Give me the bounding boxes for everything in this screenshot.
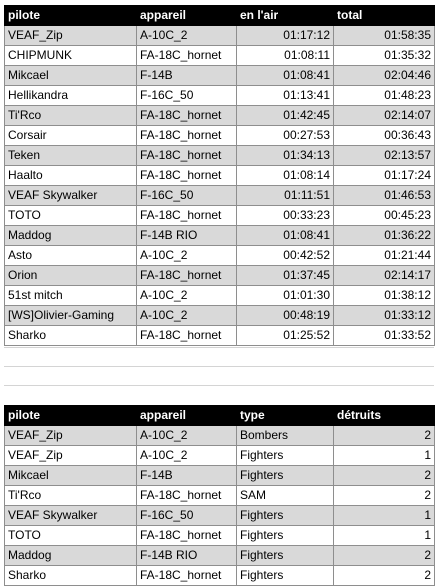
- table-cell[interactable]: Maddog: [5, 226, 137, 246]
- table-cell[interactable]: FA-18C_hornet: [137, 126, 237, 146]
- table-cell[interactable]: TOTO: [5, 206, 137, 226]
- table-cell[interactable]: FA-18C_hornet: [137, 106, 237, 126]
- table-cell[interactable]: Mikcael: [5, 466, 137, 486]
- table-cell[interactable]: 2: [334, 426, 435, 446]
- table-cell[interactable]: FA-18C_hornet: [137, 326, 237, 346]
- table-cell[interactable]: 01:08:41: [237, 66, 334, 86]
- table-cell[interactable]: Fighters: [237, 446, 334, 466]
- header-row: [5, 406, 435, 426]
- flight-time-table: [4, 5, 435, 346]
- table-cell[interactable]: FA-18C_hornet: [137, 166, 237, 186]
- table-cell[interactable]: VEAF Skywalker: [5, 186, 137, 206]
- table-cell[interactable]: F-16C_50: [137, 186, 237, 206]
- table-cell[interactable]: TOTO: [5, 526, 137, 546]
- table-cell[interactable]: Fighters: [237, 526, 334, 546]
- table-cell[interactable]: 00:48:19: [237, 306, 334, 326]
- header-cell[interactable]: pilote: [5, 406, 137, 426]
- table-row: [5, 446, 435, 466]
- table-cell[interactable]: 00:36:43: [334, 126, 435, 146]
- table-cell[interactable]: 02:13:57: [334, 146, 435, 166]
- table-cell[interactable]: 01:17:12: [237, 26, 334, 46]
- table-cell[interactable]: 00:45:23: [334, 206, 435, 226]
- table-row: [5, 226, 435, 246]
- table-cell[interactable]: 1: [334, 506, 435, 526]
- table-cell[interactable]: 01:11:51: [237, 186, 334, 206]
- table-row: [5, 426, 435, 446]
- table-cell[interactable]: FA-18C_hornet: [137, 146, 237, 166]
- table-cell[interactable]: 2: [334, 466, 435, 486]
- table-cell[interactable]: 01:48:23: [334, 86, 435, 106]
- header-cell[interactable]: type: [237, 406, 334, 426]
- table-row: [5, 306, 435, 326]
- table-row: [5, 106, 435, 126]
- table-cell[interactable]: F-14B: [137, 66, 237, 86]
- table-cell[interactable]: 02:14:17: [334, 266, 435, 286]
- kills-table: [4, 405, 435, 586]
- empty-row[interactable]: [4, 385, 434, 405]
- table-cell[interactable]: F-16C_50: [137, 506, 237, 526]
- table-cell[interactable]: Hellikandra: [5, 86, 137, 106]
- table-cell[interactable]: Bombers: [237, 426, 334, 446]
- table-cell[interactable]: Haalto: [5, 166, 137, 186]
- table-cell[interactable]: FA-18C_hornet: [137, 206, 237, 226]
- header-cell[interactable]: appareil: [137, 406, 237, 426]
- table-row: [5, 246, 435, 266]
- table-cell[interactable]: Fighters: [237, 466, 334, 486]
- table-cell[interactable]: A-10C_2: [137, 446, 237, 466]
- table-row: [5, 486, 435, 506]
- table-row: [5, 146, 435, 166]
- table-row: [5, 166, 435, 186]
- header-cell[interactable]: pilote: [5, 6, 137, 26]
- table-row: [5, 566, 435, 586]
- header-cell[interactable]: total: [334, 6, 435, 26]
- table-cell[interactable]: A-10C_2: [137, 26, 237, 46]
- table-cell[interactable]: VEAF Skywalker: [5, 506, 137, 526]
- table-cell[interactable]: FA-18C_hornet: [137, 266, 237, 286]
- table-cell[interactable]: 02:14:07: [334, 106, 435, 126]
- table-cell[interactable]: A-10C_2: [137, 306, 237, 326]
- table-cell[interactable]: 01:34:13: [237, 146, 334, 166]
- empty-row[interactable]: [4, 366, 434, 386]
- table-cell[interactable]: [WS]Olivier-Gaming: [5, 306, 137, 326]
- table-cell[interactable]: FA-18C_hornet: [137, 566, 237, 586]
- table-row: [5, 546, 435, 566]
- table-cell[interactable]: 01:13:41: [237, 86, 334, 106]
- table-cell[interactable]: 2: [334, 486, 435, 506]
- table-cell[interactable]: Sharko: [5, 326, 137, 346]
- table-cell[interactable]: Asto: [5, 246, 137, 266]
- table-cell[interactable]: 01:08:11: [237, 46, 334, 66]
- table-row: [5, 186, 435, 206]
- table-row: [5, 526, 435, 546]
- table-cell[interactable]: 2: [334, 566, 435, 586]
- table-cell[interactable]: Maddog: [5, 546, 137, 566]
- table-cell[interactable]: F-14B RIO: [137, 546, 237, 566]
- table-cell[interactable]: 01:08:14: [237, 166, 334, 186]
- table-cell[interactable]: 00:27:53: [237, 126, 334, 146]
- table-cell[interactable]: Orion: [5, 266, 137, 286]
- table-row: [5, 66, 435, 86]
- table-cell[interactable]: 01:21:44: [334, 246, 435, 266]
- table-cell[interactable]: 00:42:52: [237, 246, 334, 266]
- table-cell[interactable]: Fighters: [237, 546, 334, 566]
- table-cell[interactable]: VEAF_Zip: [5, 26, 137, 46]
- table-cell[interactable]: 01:58:35: [334, 26, 435, 46]
- table-cell[interactable]: Ti'Rco: [5, 106, 137, 126]
- table-cell[interactable]: F-16C_50: [137, 86, 237, 106]
- table-cell[interactable]: Fighters: [237, 566, 334, 586]
- table-cell[interactable]: 00:33:23: [237, 206, 334, 226]
- table-cell[interactable]: Ti'Rco: [5, 486, 137, 506]
- table-cell[interactable]: 02:04:46: [334, 66, 435, 86]
- table-cell[interactable]: Sharko: [5, 566, 137, 586]
- header-row: [5, 6, 435, 26]
- table-row: [5, 26, 435, 46]
- table-cell[interactable]: Fighters: [237, 506, 334, 526]
- table-row: [5, 326, 435, 346]
- table-cell[interactable]: 51st mitch: [5, 286, 137, 306]
- table-row: [5, 266, 435, 286]
- table-cell[interactable]: 01:35:32: [334, 46, 435, 66]
- table-cell[interactable]: 1: [334, 446, 435, 466]
- table-cell[interactable]: VEAF_Zip: [5, 426, 137, 446]
- table-cell[interactable]: 01:37:45: [237, 266, 334, 286]
- table-cell[interactable]: FA-18C_hornet: [137, 526, 237, 546]
- table-cell[interactable]: 01:36:22: [334, 226, 435, 246]
- table-cell[interactable]: A-10C_2: [137, 246, 237, 266]
- header-cell[interactable]: appareil: [137, 6, 237, 26]
- table-cell[interactable]: 01:25:52: [237, 326, 334, 346]
- table-cell[interactable]: F-14B: [137, 466, 237, 486]
- table-cell[interactable]: 01:46:53: [334, 186, 435, 206]
- table-cell[interactable]: 01:42:45: [237, 106, 334, 126]
- table-cell[interactable]: A-10C_2: [137, 426, 237, 446]
- header-cell[interactable]: détruits: [334, 406, 435, 426]
- table-row: [5, 86, 435, 106]
- table-cell[interactable]: Corsair: [5, 126, 137, 146]
- table-cell[interactable]: 2: [334, 546, 435, 566]
- table-row: [5, 46, 435, 66]
- table-cell[interactable]: CHIPMUNK: [5, 46, 137, 66]
- table-cell[interactable]: FA-18C_hornet: [137, 46, 237, 66]
- table-row: [5, 286, 435, 306]
- table-cell[interactable]: 01:01:30: [237, 286, 334, 306]
- table-cell[interactable]: Teken: [5, 146, 137, 166]
- table-cell[interactable]: 01:38:12: [334, 286, 435, 306]
- table-cell[interactable]: Mikcael: [5, 66, 137, 86]
- table-cell[interactable]: 01:33:12: [334, 306, 435, 326]
- table-cell[interactable]: 01:08:41: [237, 226, 334, 246]
- empty-row[interactable]: [4, 347, 434, 367]
- table-cell[interactable]: VEAF_Zip: [5, 446, 137, 466]
- table-row: [5, 506, 435, 526]
- table-cell[interactable]: 01:33:52: [334, 326, 435, 346]
- table-cell[interactable]: FA-18C_hornet: [137, 486, 237, 506]
- table-cell[interactable]: 01:17:24: [334, 166, 435, 186]
- table-cell[interactable]: F-14B RIO: [137, 226, 237, 246]
- table-cell[interactable]: SAM: [237, 486, 334, 506]
- table-cell[interactable]: A-10C_2: [137, 286, 237, 306]
- table-row: [5, 466, 435, 486]
- table-row: [5, 126, 435, 146]
- table-row: [5, 206, 435, 226]
- header-cell[interactable]: en l'air: [237, 6, 334, 26]
- table-cell[interactable]: 1: [334, 526, 435, 546]
